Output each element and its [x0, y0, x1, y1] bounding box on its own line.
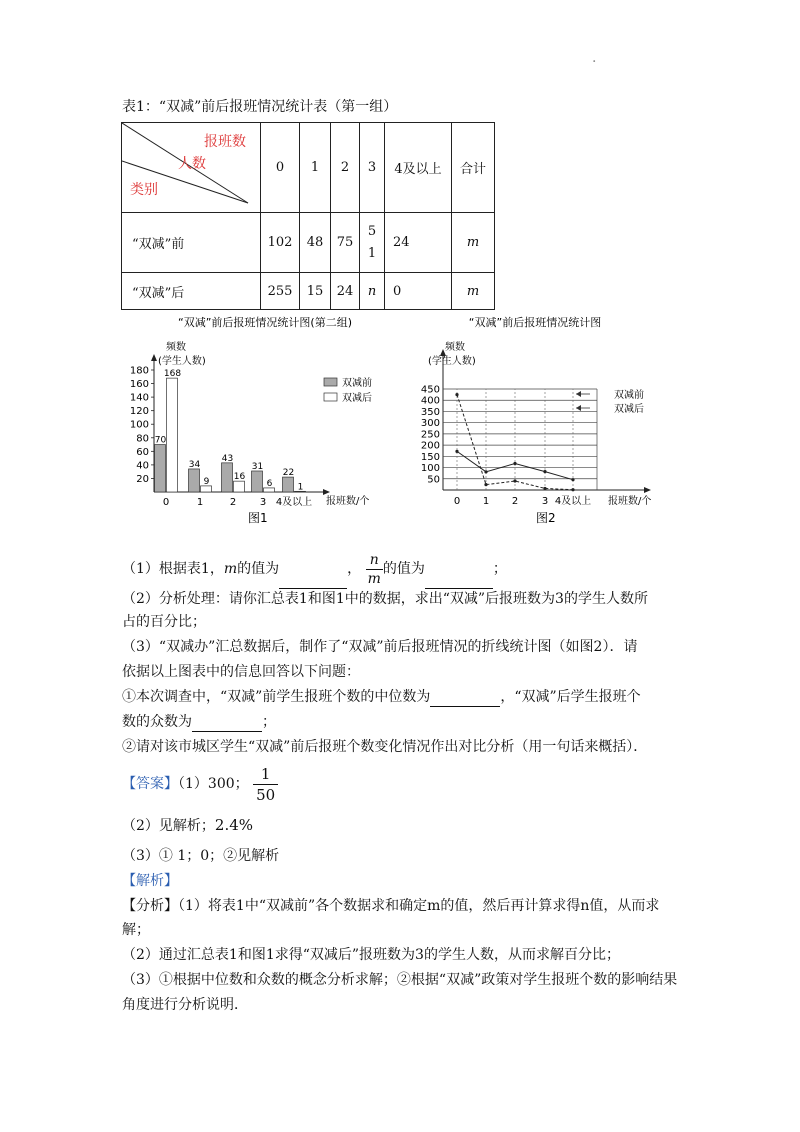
answer-blank[interactable]	[430, 692, 500, 707]
table1	[121, 122, 495, 310]
bar-before	[222, 463, 233, 492]
legend-label-after: 双减后	[614, 404, 644, 415]
legend-label-before: 双减前	[614, 390, 644, 401]
analysis-p1-line2: 解；	[122, 922, 150, 938]
bar-after-label: 168	[163, 369, 182, 380]
bar-chart-figure1	[120, 310, 420, 530]
table-cell: 24	[331, 273, 360, 310]
fraction-n-over-m	[366, 551, 383, 588]
fraction-1-over-50	[253, 764, 278, 805]
chart2-x-tick-label: 1	[482, 496, 490, 507]
legend-swatch-before	[324, 378, 337, 386]
legend-arrow-before	[576, 391, 581, 397]
analysis-p3-line2: 角度进行分析说明．	[122, 997, 248, 1013]
q3-sub1-text-d: ；	[262, 714, 276, 730]
bar-after-label: 6	[266, 478, 273, 489]
chart1-xlabel: 报班数/个	[326, 496, 370, 507]
chart2-x-axis-arrow	[644, 487, 651, 493]
bar-after-label: 9	[203, 476, 210, 487]
analysis-p1-line1: 【分析】（1）将表1中“双减前”各个数据求和确定m的值，然后再计算求得n值，从而求	[122, 898, 660, 914]
chart2-x-tick-label: 3	[541, 496, 549, 507]
q3-line1: （3）“双减办”汇总数据后，制作了“双减”前后报班情况的折线统计图（如图2）．请	[122, 639, 638, 655]
analysis-tag: 【解析】	[122, 873, 178, 889]
diag-middle-label: 人数	[178, 156, 206, 172]
chart1-y-tick-label: 120	[129, 406, 149, 418]
header-cell: 合计	[452, 123, 495, 213]
chart1-y-tick-label: 140	[129, 392, 149, 404]
answer-blank[interactable]	[425, 574, 493, 589]
header-cell: 4及以上	[385, 123, 452, 213]
chart2-caption: 图2	[536, 511, 556, 525]
table-cell: n	[360, 273, 385, 310]
chart2-x-tick-label: 4及以上	[554, 496, 592, 507]
chart2-y-tick-label: 350	[420, 406, 440, 418]
chart1-ylabel-line2: (学生人数)	[158, 356, 206, 367]
chart1-y-tick-label: 100	[129, 419, 149, 431]
legend-swatch-after	[324, 393, 337, 401]
bar-after	[234, 481, 245, 492]
q2-line1: （2）分析处理：请你汇总表1和图1中的数据，求出“双减”后报班数为3的学生人数所	[122, 591, 648, 607]
point-after	[455, 393, 458, 396]
diag-bottom-label: 类别	[130, 182, 158, 198]
answer-tag: 【答案】	[122, 776, 178, 792]
point-after	[571, 488, 574, 491]
legend-label-before: 双减前	[342, 378, 372, 389]
q3-sub1-line1	[122, 687, 641, 707]
legend-arrow-after	[576, 405, 581, 411]
q3-sub1-text-c: 数的众数为	[122, 714, 192, 730]
bar-before-label: 34	[188, 459, 201, 470]
answer-line-2	[122, 815, 253, 836]
chart1-x-axis-arrow	[323, 489, 330, 495]
q1-var-m: m	[223, 561, 238, 577]
chart2-y-tick-label: 50	[427, 474, 440, 486]
q1-text-b: 的值为	[237, 561, 280, 577]
point-before	[455, 450, 458, 453]
chart2-ylabel-line2: (学生人数)	[428, 356, 476, 367]
table-cell: 24	[385, 213, 452, 273]
diagonal-header-cell	[122, 123, 261, 213]
chart1-y-tick-label: 80	[136, 433, 149, 445]
chart2-ylabel-line1: 频数	[445, 342, 465, 353]
fraction-denominator: 50	[256, 785, 276, 804]
bar-before-label: 43	[221, 453, 234, 464]
chart2-y-tick-label: 100	[420, 463, 440, 475]
point-before	[571, 478, 574, 481]
table-cell: 102	[261, 213, 300, 273]
bar-before	[252, 471, 263, 492]
chart1-title: “双减”前后报班情况统计图(第二组)	[178, 316, 352, 329]
chart2-x-tick-label: 2	[511, 496, 519, 507]
answer-line-1	[122, 762, 278, 806]
line-chart-figure2	[410, 310, 690, 530]
point-after	[513, 479, 516, 482]
row-label: “双减”前	[122, 213, 261, 273]
table-cell: m	[452, 213, 495, 273]
table-cell: 75	[331, 213, 360, 273]
answer-blank[interactable]	[279, 574, 347, 589]
chart1-x-tick-label: 4及以上	[275, 497, 313, 508]
bar-after-label: 1	[297, 482, 304, 493]
answer-2-value: 2.4%	[214, 816, 254, 834]
q3-sub1-text-b: ，“双减”后学生报班个	[500, 689, 641, 705]
header-cell: 3	[360, 123, 385, 213]
diag-top-label: 报班数	[204, 134, 246, 150]
chart1-ylabel-line1: 频数	[166, 342, 186, 353]
analysis-p2: （2）通过汇总表1和图1求得“双减后”报班数为3的学生人数，从而求解百分比；	[122, 947, 620, 963]
table-cell: 48	[300, 213, 331, 273]
fraction-denominator: m	[367, 570, 381, 587]
chart2-y-tick-label: 300	[420, 418, 440, 430]
table1-caption: 表1：“双减”前后报班情况统计表（第一组）	[122, 99, 398, 115]
point-before	[543, 470, 546, 473]
question-1: （1）根据表1，m的值为 ， $\frac{n}{m}$ 的值为 ；	[122, 549, 507, 589]
q3-sub2: ②请对该市城区学生“双减”前后报班个数变化情况作出对比分析（用一句话来概括）．	[122, 739, 648, 755]
chart1-y-tick-label: 180	[129, 365, 149, 377]
chart1-x-tick-label: 3	[259, 497, 267, 508]
row-label: “双减”后	[122, 273, 261, 310]
answer-blank[interactable]	[192, 717, 262, 732]
q2-line2: 占的百分比；	[122, 614, 206, 630]
analysis-p3-line1: （3）①根据中位数和众数的概念分析求解；②根据“双减”政策对学生报班个数的影响结果	[122, 972, 678, 988]
chart2-y-tick-label: 250	[420, 429, 440, 441]
fraction-numerator: 1	[253, 764, 278, 785]
bar-before	[189, 469, 200, 492]
bar-before-label: 31	[251, 461, 264, 472]
chart1-x-tick-label: 0	[162, 497, 170, 508]
chart1-caption: 图1	[248, 511, 268, 525]
bar-before-label: 70	[154, 435, 167, 446]
page-mark: ·	[592, 54, 597, 70]
header-cell: 2	[331, 123, 360, 213]
chart2-y-tick-label: 450	[420, 384, 440, 396]
q3-sub1-line2	[122, 712, 276, 732]
table-cell: 255	[261, 273, 300, 310]
legend-label-after: 双减后	[342, 393, 372, 404]
chart2-y-tick-label: 400	[420, 395, 440, 407]
chart2-y-tick-label: 200	[420, 440, 440, 452]
q1-text-a: （1）根据表1，	[122, 561, 224, 577]
bar-before	[283, 477, 294, 492]
bar-after	[167, 378, 178, 492]
chart2-x-tick-label: 0	[453, 496, 461, 507]
chart1-y-axis-arrow	[151, 354, 157, 361]
chart1-y-tick-label: 40	[136, 460, 149, 472]
header-cell: 0	[261, 123, 300, 213]
q1-text-end: ；	[492, 561, 507, 577]
chart1-y-tick-label: 60	[136, 446, 149, 458]
point-after	[484, 483, 487, 486]
table-cell: m	[452, 273, 495, 310]
chart2-y-tick-label: 150	[420, 451, 440, 463]
q3-sub1-text-a: ①本次调查中，“双减”前学生报班个数的中位数为	[122, 689, 431, 705]
chart1-y-tick-label: 160	[129, 379, 149, 391]
chart1-x-tick-label: 2	[229, 497, 237, 508]
point-before	[513, 462, 516, 465]
table-cell: 0	[385, 273, 452, 310]
bar-before	[155, 445, 166, 492]
q1-text-c: 的值为	[382, 561, 425, 577]
table-cell: 15	[300, 273, 331, 310]
point-before	[484, 470, 487, 473]
chart1-y-tick-label: 20	[136, 473, 149, 485]
answer-1-text: （1）300；	[178, 776, 249, 792]
q3-line2: 依据以上图表中的信息回答以下问题：	[122, 664, 360, 680]
point-after	[543, 487, 546, 490]
bar-after-label: 16	[233, 472, 246, 483]
chart1-x-tick-label: 1	[196, 497, 204, 508]
answer-2-text: （2）见解析；	[122, 818, 215, 834]
bar-before-label: 22	[282, 468, 295, 479]
fraction-numerator: n	[366, 551, 383, 570]
answer-line-3: （3）① 1；0；②见解析	[122, 848, 280, 864]
table-cell: 5 1	[360, 213, 385, 273]
chart2-title: “双减”前后报班情况统计图	[468, 316, 602, 329]
chart2-xlabel: 报班数/个	[608, 496, 652, 507]
header-cell: 1	[300, 123, 331, 213]
